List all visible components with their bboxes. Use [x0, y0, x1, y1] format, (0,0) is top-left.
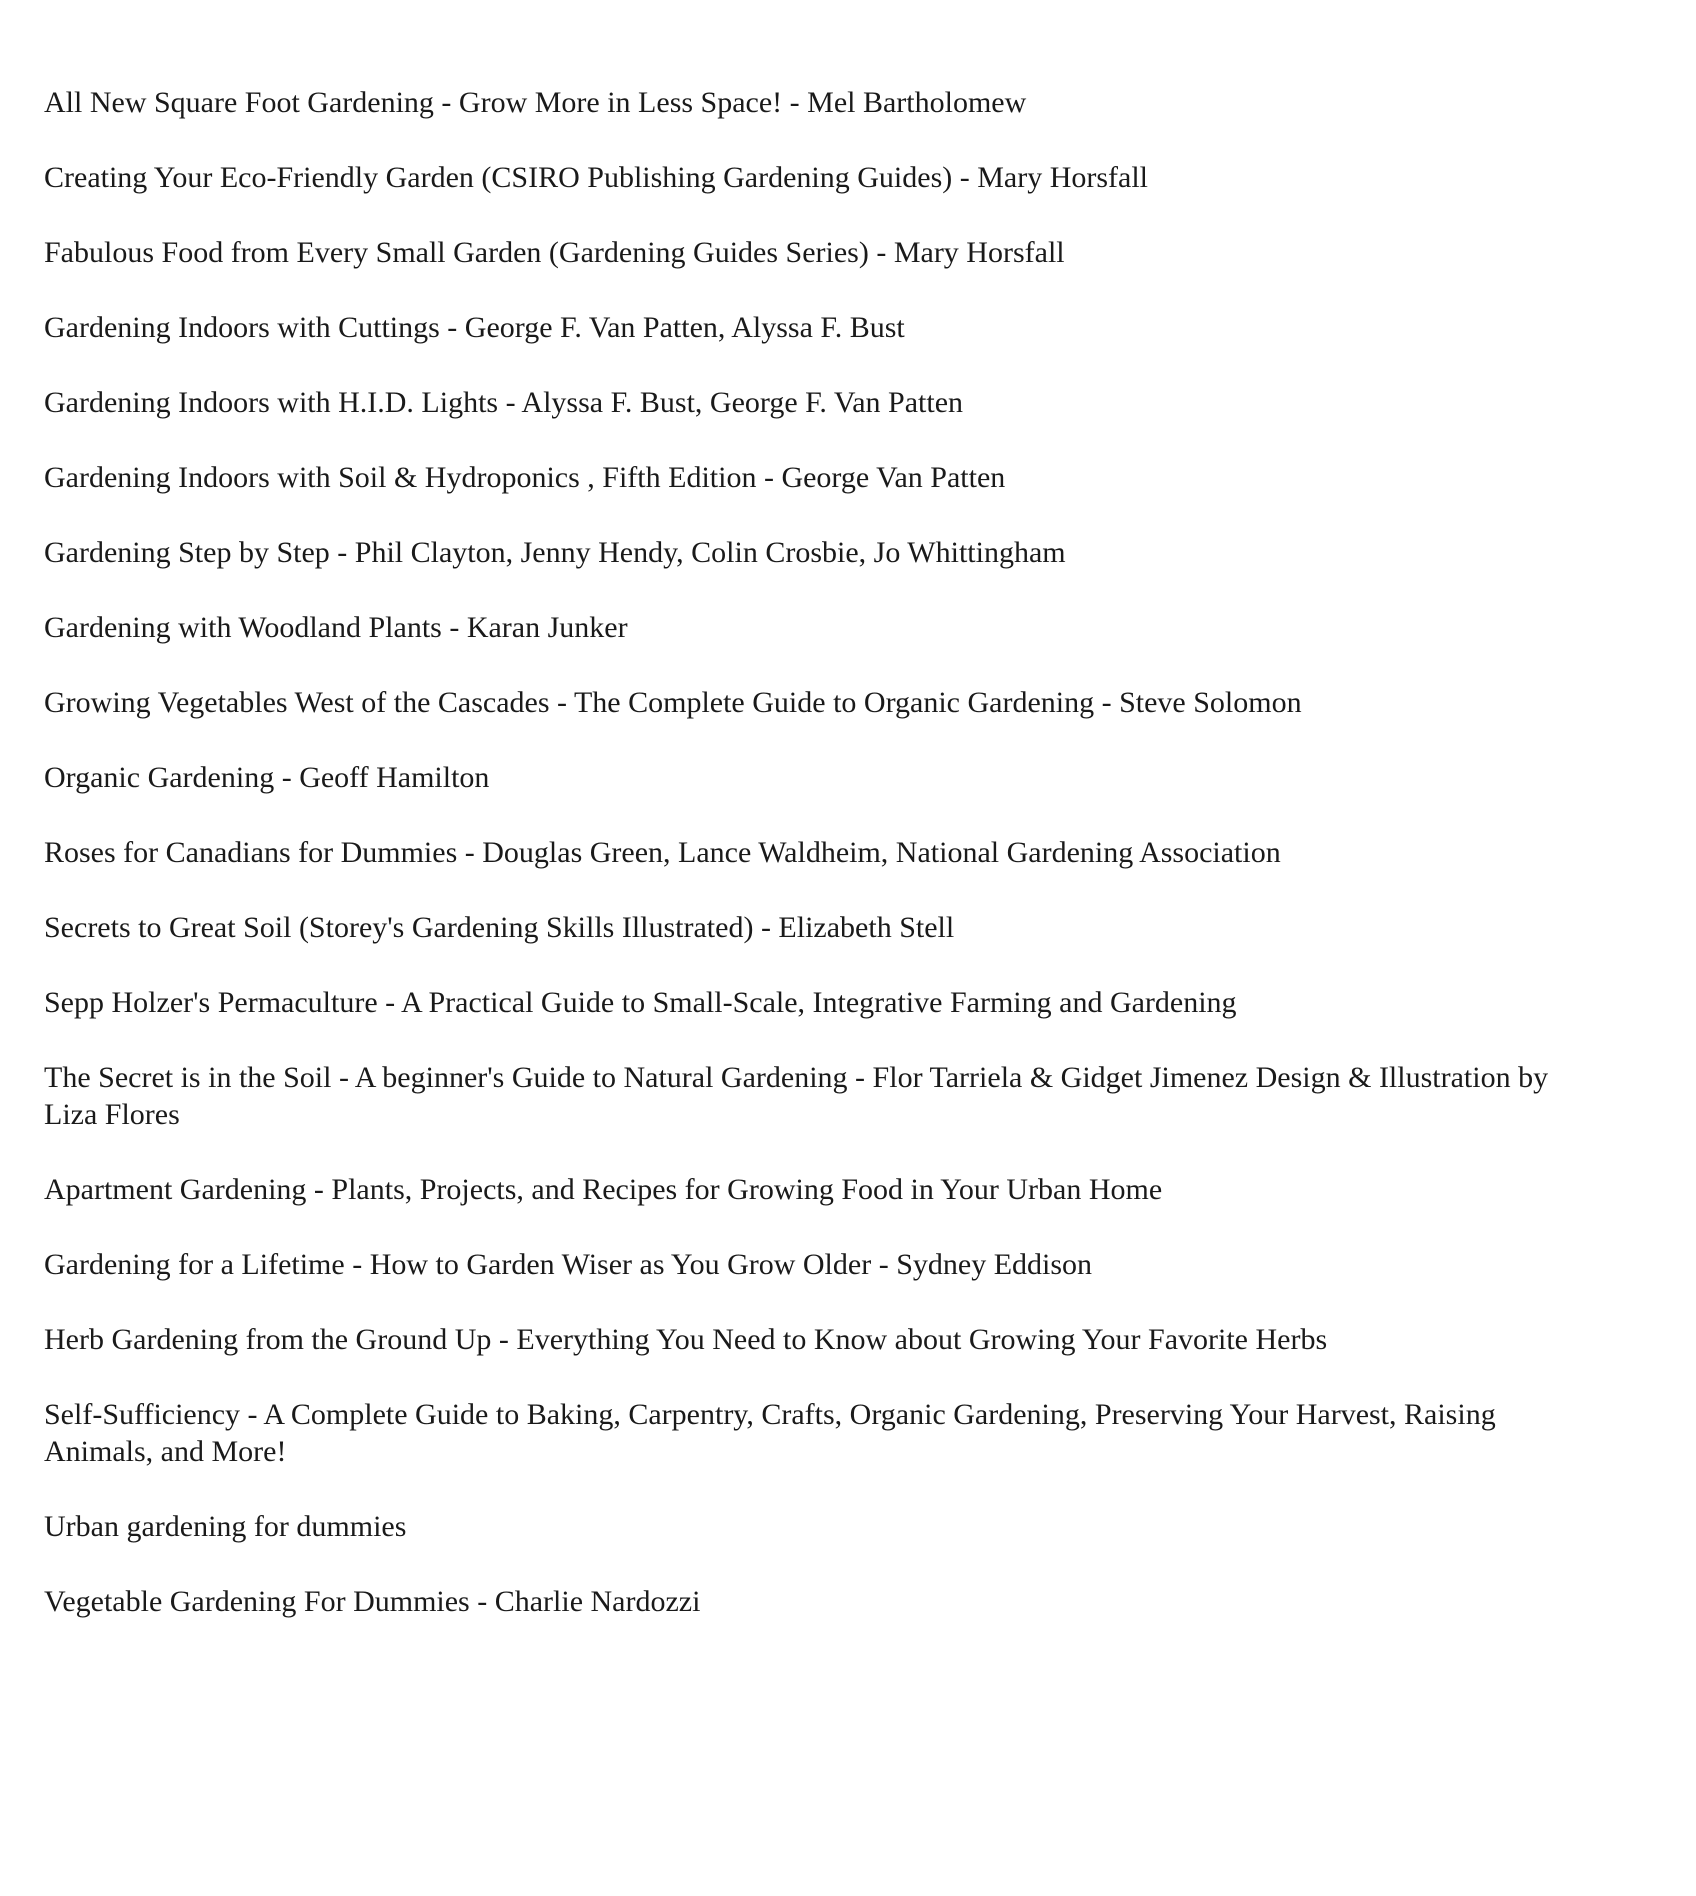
book-list-item: Sepp Holzer's Permaculture - A Practical Guide to Small-Scale, Integrative Farming and Gardening: [44, 986, 1237, 1019]
book-list-item: Gardening Step by Step - Phil Clayton, Jenny Hendy, Colin Crosbie, Jo Whittingham: [44, 536, 1066, 569]
book-list-item: Vegetable Gardening For Dummies - Charlie Nardozzi: [44, 1585, 701, 1618]
book-list-item: Growing Vegetables West of the Cascades - The Complete Guide to Organic Gardening - Steve Solomon: [44, 686, 1302, 719]
book-list-item: Urban gardening for dummies: [44, 1510, 407, 1543]
book-list-item: Fabulous Food from Every Small Garden (Gardening Guides Series) - Mary Horsfall: [44, 236, 1065, 269]
book-list-item: All New Square Foot Gardening - Grow More in Less Space! - Mel Bartholomew: [44, 86, 1027, 119]
book-list-item: Secrets to Great Soil (Storey's Gardening Skills Illustrated) - Elizabeth Stell: [44, 911, 955, 944]
book-list-item: Apartment Gardening - Plants, Projects, and Recipes for Growing Food in Your Urban Home: [44, 1173, 1163, 1206]
book-list-item: Gardening with Woodland Plants - Karan Junker: [44, 611, 628, 644]
book-list-item: Creating Your Eco-Friendly Garden (CSIRO Publishing Gardening Guides) - Mary Horsfall: [44, 161, 1149, 194]
book-list-item: The Secret is in the Soil - A beginner's Guide to Natural Gardening - Flor Tarriela & Gidget Jimenez Design & Illustration by Liza Flores: [44, 1061, 1549, 1131]
book-list-item: Gardening Indoors with Cuttings - George F. Van Patten, Alyssa F. Bust: [44, 311, 905, 344]
book-list-item: Roses for Canadians for Dummies - Douglas Green, Lance Waldheim, National Gardening Association: [44, 836, 1281, 869]
book-list-item: Herb Gardening from the Ground Up - Everything You Need to Know about Growing Your Favorite Herbs: [44, 1323, 1328, 1356]
book-list-item: Gardening Indoors with Soil & Hydroponics , Fifth Edition - George Van Patten: [44, 461, 1006, 494]
book-list-item: Self-Sufficiency - A Complete Guide to Baking, Carpentry, Crafts, Organic Gardening, Preserving Your Harvest, Raising Animals, and More!: [44, 1398, 1496, 1468]
book-list-item: Organic Gardening - Geoff Hamilton: [44, 761, 490, 794]
book-list-item: Gardening for a Lifetime - How to Garden Wiser as You Grow Older - Sydney Eddison: [44, 1248, 1093, 1281]
book-list: [44, 84, 1574, 1658]
book-list-item: Gardening Indoors with H.I.D. Lights - Alyssa F. Bust, George F. Van Patten: [44, 386, 964, 419]
